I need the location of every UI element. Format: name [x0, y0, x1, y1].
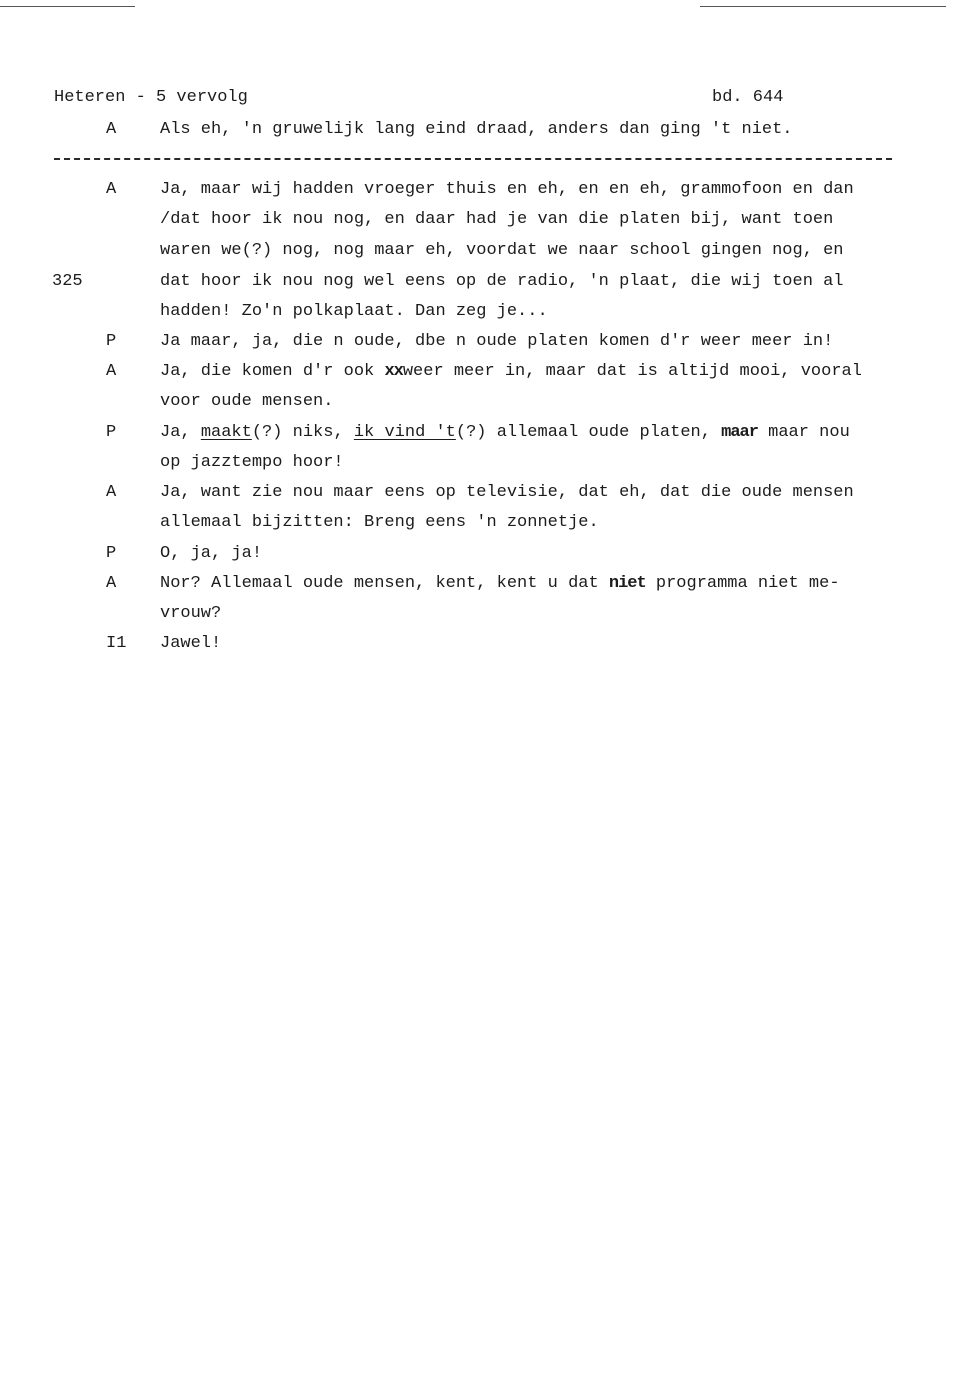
transcript-line: [0, 175, 960, 205]
utterance-text: [160, 539, 262, 569]
header-page-number: bd. 644: [712, 88, 784, 107]
transcript-line: [0, 327, 960, 357]
text-segment: vrouw?: [160, 604, 222, 623]
underlined-text: maakt: [200, 423, 252, 442]
line-number: 325: [52, 272, 83, 291]
transcript-line: [0, 387, 960, 417]
typed-over-text: maar: [721, 423, 758, 442]
transcript-line: [0, 448, 960, 478]
speaker-label: A: [106, 120, 117, 139]
typed-over-text: niet: [608, 574, 646, 593]
text-segment: programma niet me-: [645, 574, 840, 593]
speaker-label: A: [106, 574, 117, 593]
text-segment: Ja maar, ja, die n oude, dbe n oude platen komen d'r weer meer in!: [160, 332, 834, 351]
utterance-text: [160, 327, 833, 357]
utterance-text: [160, 205, 833, 235]
utterance-text: [160, 418, 850, 448]
utterance-text: [160, 569, 840, 599]
transcript-line: [0, 569, 960, 599]
top-rule-right: [700, 6, 946, 7]
utterance-text: [160, 629, 221, 659]
speaker-label: A: [106, 483, 117, 502]
text-segment: Nor? Allemaal oude mensen, kent, kent u dat: [160, 574, 609, 593]
utterance-text: [160, 175, 854, 205]
utterance-text: [160, 115, 793, 145]
utterance-text: [160, 508, 599, 538]
text-segment: voor oude mensen.: [160, 392, 334, 411]
utterance-text: [160, 387, 333, 417]
transcript-line: [0, 599, 960, 629]
utterance-text: [160, 297, 548, 327]
transcript-line: [0, 297, 960, 327]
text-segment: Ja, maar wij hadden vroeger thuis en eh, en en eh, grammofoon en dan: [160, 180, 854, 199]
utterance-text: [160, 599, 221, 629]
text-segment: Jawel!: [160, 634, 222, 653]
speaker-label: A: [106, 180, 117, 199]
text-segment: hadden! Zo'n polkaplaat. Dan zeg je...: [160, 302, 548, 321]
text-segment: Ja, die komen d'r ook: [160, 362, 385, 381]
transcript-line: [0, 629, 960, 659]
dashed-separator: [54, 158, 892, 160]
text-segment: dat hoor ik nou nog wel eens op de radio, 'n plaat, die wij toen al: [160, 272, 844, 291]
text-segment: Ja,: [160, 423, 201, 442]
speaker-label: P: [106, 544, 117, 563]
speaker-label: A: [106, 362, 117, 381]
transcript-line: [0, 508, 960, 538]
text-segment: (?) niks,: [251, 423, 354, 442]
speaker-label: P: [106, 332, 117, 351]
text-segment: allemaal bijzitten: Breng eens 'n zonnetje.: [160, 513, 599, 532]
text-segment: /dat hoor ik nou nog, en daar had je van die platen bij, want toen: [160, 210, 834, 229]
header-title: Heteren - 5 vervolg: [54, 88, 248, 107]
utterance-text: [160, 236, 844, 266]
text-segment: Ja, want zie nou maar eens op televisie, dat eh, dat die oude mensen: [160, 483, 854, 502]
text-segment: weer meer in, maar dat is altijd mooi, vooral: [402, 362, 862, 381]
speaker-label: I1: [106, 634, 127, 653]
text-segment: waren we(?) nog, nog maar eh, voordat we naar school gingen nog, en: [160, 241, 844, 260]
text-segment: (?) allemaal oude platen,: [455, 423, 722, 442]
utterance-text: [160, 448, 344, 478]
transcript-line: [0, 418, 960, 448]
top-rule-left: [0, 6, 135, 7]
text-segment: maar nou: [757, 423, 850, 442]
speaker-label: P: [106, 423, 117, 442]
text-segment: op jazztempo hoor!: [160, 453, 344, 472]
transcript-line: [0, 539, 960, 569]
underlined-text: ik vind 't: [353, 423, 456, 442]
utterance-text: [160, 357, 862, 387]
typed-over-text: xx: [384, 362, 403, 381]
transcript-line: [0, 267, 960, 297]
transcript-line: [0, 115, 960, 145]
utterance-text: [160, 267, 844, 297]
transcript-line: [0, 357, 960, 387]
utterance-text: [160, 478, 854, 508]
transcript-line: [0, 236, 960, 266]
text-segment: Als eh, 'n gruwelijk lang eind draad, anders dan ging 't niet.: [160, 120, 793, 139]
transcript-line: [0, 478, 960, 508]
text-segment: O, ja, ja!: [160, 544, 263, 563]
transcript-line: [0, 205, 960, 235]
